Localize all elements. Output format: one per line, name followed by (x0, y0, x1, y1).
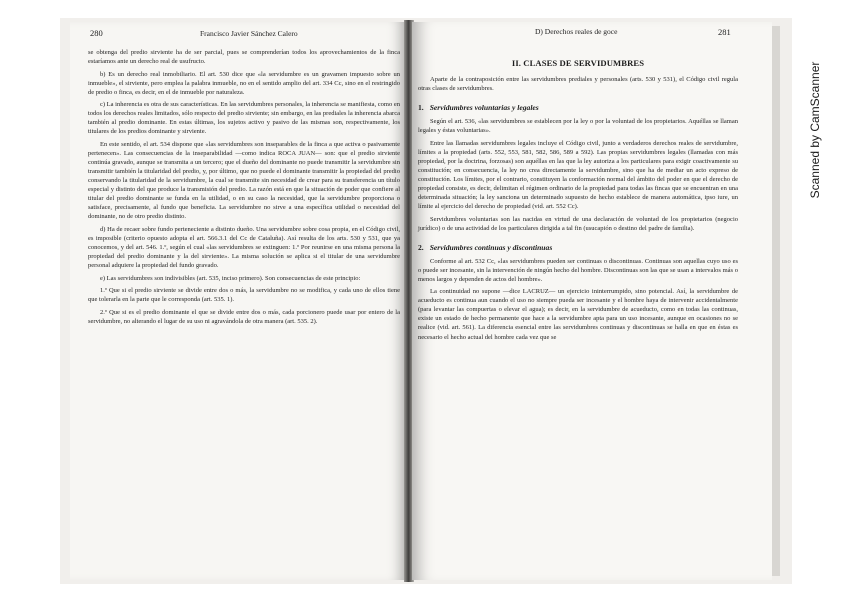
left-page-number: 280 (90, 28, 103, 38)
list-item: 1.º Que si el predio sirviente se divide entre dos o más, la servidumbre no se modifica, y cada uno de ellos tiene que tolerarla en la parte que le corresponda (art. 535. 1). (88, 287, 400, 304)
paragraph: La continuidad no supone —dice LACRUZ— un ejercicio ininterrumpido, sino potencial. Así, la servidumbre de acueducto es continua aun cuando el uso no siempre pueda ser incesante y el hombre haya de intervenir accidentalmente (para levantar las compuertas o elevar el agua); es decir, en la servidumbre de acueducto, como en todas las continuas, existe un estado de hecho permanente que hace a la servidumbre apta para un uso incesante, aunque en ocasiones no se realice (vid. art. 561). La diferencia esencial entre las servidumbres continuas y discontinuas se halla en que en éstas es necesario el hecho actual del hombre cada vez que se (418, 288, 738, 341)
scanner-watermark (795, 40, 835, 220)
paragraph: En este sentido, el art. 534 dispone que «las servidumbres son inseparables de la finca a que activa o pasivamente pertenecen». Las consecuencias de la inseparabilidad —como indica ROCA JUAN— son: que el predio sirviente continúa gravado, aunque se transmita a un tercero; que el dueño del dominante no puede transmitir la servidumbre sin transmitir también la titularidad del predio, y, por último, que no puede el dominante transmitir la propiedad del predio conservando la titularidad de la servidumbre, la cual se transmite sin necesidad de crear para su transferencia un título especial y distinto del que produce la transmisión del predio. La razón está en que la situación de poder que confiere al titular del predio dominante se funda en la utilidad, o en su caso la necesidad, que la servidumbre proporciona o satisface, precisamente, al fundo que beneficia. La servidumbre no sirve a una específica utilidad o necesidad del dominante, no de otro predio distinto. (88, 140, 400, 221)
subsection-number: 1. (418, 103, 424, 113)
subsection-title (418, 103, 738, 112)
paragraph: c) La inherencia es otra de sus características. En las servidumbres personales, la inherencia se manifiesta, como en todos los derechos reales limitados, sólo respecto del predio sirviente; sin embargo, en las prediales la inherencia abarca también al predio dominante. En estas últimas, los sujetos activo y pasivo de las mismas son, respectivamente, los titulares de los predios dominante y sirviente. (88, 101, 400, 136)
subsection-number: 2. (418, 242, 424, 252)
paragraph: Según el art. 536, «las servidumbres se establecen por la ley o por la voluntad de los propietarios. Aquéllas se llaman legales y éstas voluntarias». (418, 118, 738, 135)
paragraph: b) Es un derecho real inmobiliario. El art. 530 dice que «la servidumbre es un gravamen impuesto sobre un inmueble», el sirviente, pero emplea la palabra inmueble, no en el sentido amplio del art. 334 Cc, sino en el restringido de predio o finca, es decir, en el de inmueble por naturaleza. (88, 70, 400, 96)
subsection-title-text: Servidumbres continuas y discontinuas (429, 242, 553, 252)
right-running-head: D) Derechos reales de goce (535, 27, 618, 36)
page-edge (772, 26, 780, 576)
subsection-title (418, 243, 738, 252)
paragraph: se obtenga del predio sirviente ha de ser parcial, pues se comprenderían todos los aprovechamientos de la finca estaríamos ante un derecho real de usufructo. (88, 49, 400, 66)
paragraph: Aparte de la contraposición entre las servidumbres prediales y personales (arts. 530 y 531), el Código civil regula otras clases de servidumbres. (418, 76, 738, 93)
paragraph: e) Las servidumbres son indivisibles (art. 535, inciso primero). Son consecuencias de este principio: (100, 274, 361, 282)
section-title: II. CLASES DE SERVIDUMBRES (511, 58, 645, 68)
paragraph: Conforme al art. 532 Cc, «las servidumbres pueden ser continuas o discontinuas. Continuas son aquellas cuyo uso es o puede ser incesante, sin la intervención de ningún hecho del hombre. Discontinuas son las que se usan a intervalos más o menos largos y dependen de actos del hombre». (418, 257, 738, 283)
paragraph: d) Ha de recaer sobre fundo perteneciente a distinto dueño. Una servidumbre sobre cosa propia, en el Código civil, es imposible (criterio opuesto adopta el art. 566.3.1 del Cc de Cataluña). Así resulta de los arts. 530 y 531, que ya conocemos, y del art. 546. 1.º, según el cual «las servidumbres se extinguen: 1.º Por reunirse en una misma persona la propiedad del predio dominante y la del sirviente». La misma solución se aplica si el titular de una servidumbre personal adquiere la propiedad del fundo gravado. (88, 225, 400, 270)
subsection-title-text: Servidumbres voluntarias y legales (429, 103, 539, 113)
list-item: 2.º Que si es el predio dominante el que se divide entre dos o más, cada porcionero puede usar por entero de la servidumbre, no alterando el lugar de su uso ni agravándola de otra manera (art. 535. 2). (88, 308, 400, 325)
paragraph: Servidumbres voluntarias son las nacidas en virtud de una declaración de voluntad de los propietarios (negocio jurídico) o de una actividad de los particulares dirigida a tal fin (usucapión o destino del padre de familia). (418, 215, 738, 232)
paragraph: Entre las llamadas servidumbres legales incluye el Código civil, junto a verdaderos derechos reales de servidumbre, límites a la propiedad (arts. 552, 553, 581, 582, 586, 589 a 592). Las propias servidumbres legales (llamadas con más propiedad, por la doctrina, forzosas) son aquéllas en las que la ley autoriza a los particulares para exigir coactivamente su constitución; en consecuencia, la ley no crea directamente la servidumbre, sino que ha de mediar un acto expreso de constitución. Los límites, por el contrario, constituyen la conformación normal del ámbito del poder en que el derecho de propiedad consiste, es decir, delimitan el régimen ordinario de la propiedad para todas las fincas que se encuentran en una determinada situación; la ley sanciona un determinado supuesto de hecho establece de manera automática, ipso iure, un límite al ejercicio del derecho de propiedad (vid. art. 552 Cc). (418, 139, 738, 211)
scanner-watermark-text: Scanned by CamScanner (808, 61, 822, 199)
right-page-number: 281 (718, 27, 731, 37)
left-running-head: Francisco Javier Sánchez Calero (200, 29, 298, 38)
right-page-text (418, 48, 738, 345)
left-page-text (88, 48, 400, 329)
